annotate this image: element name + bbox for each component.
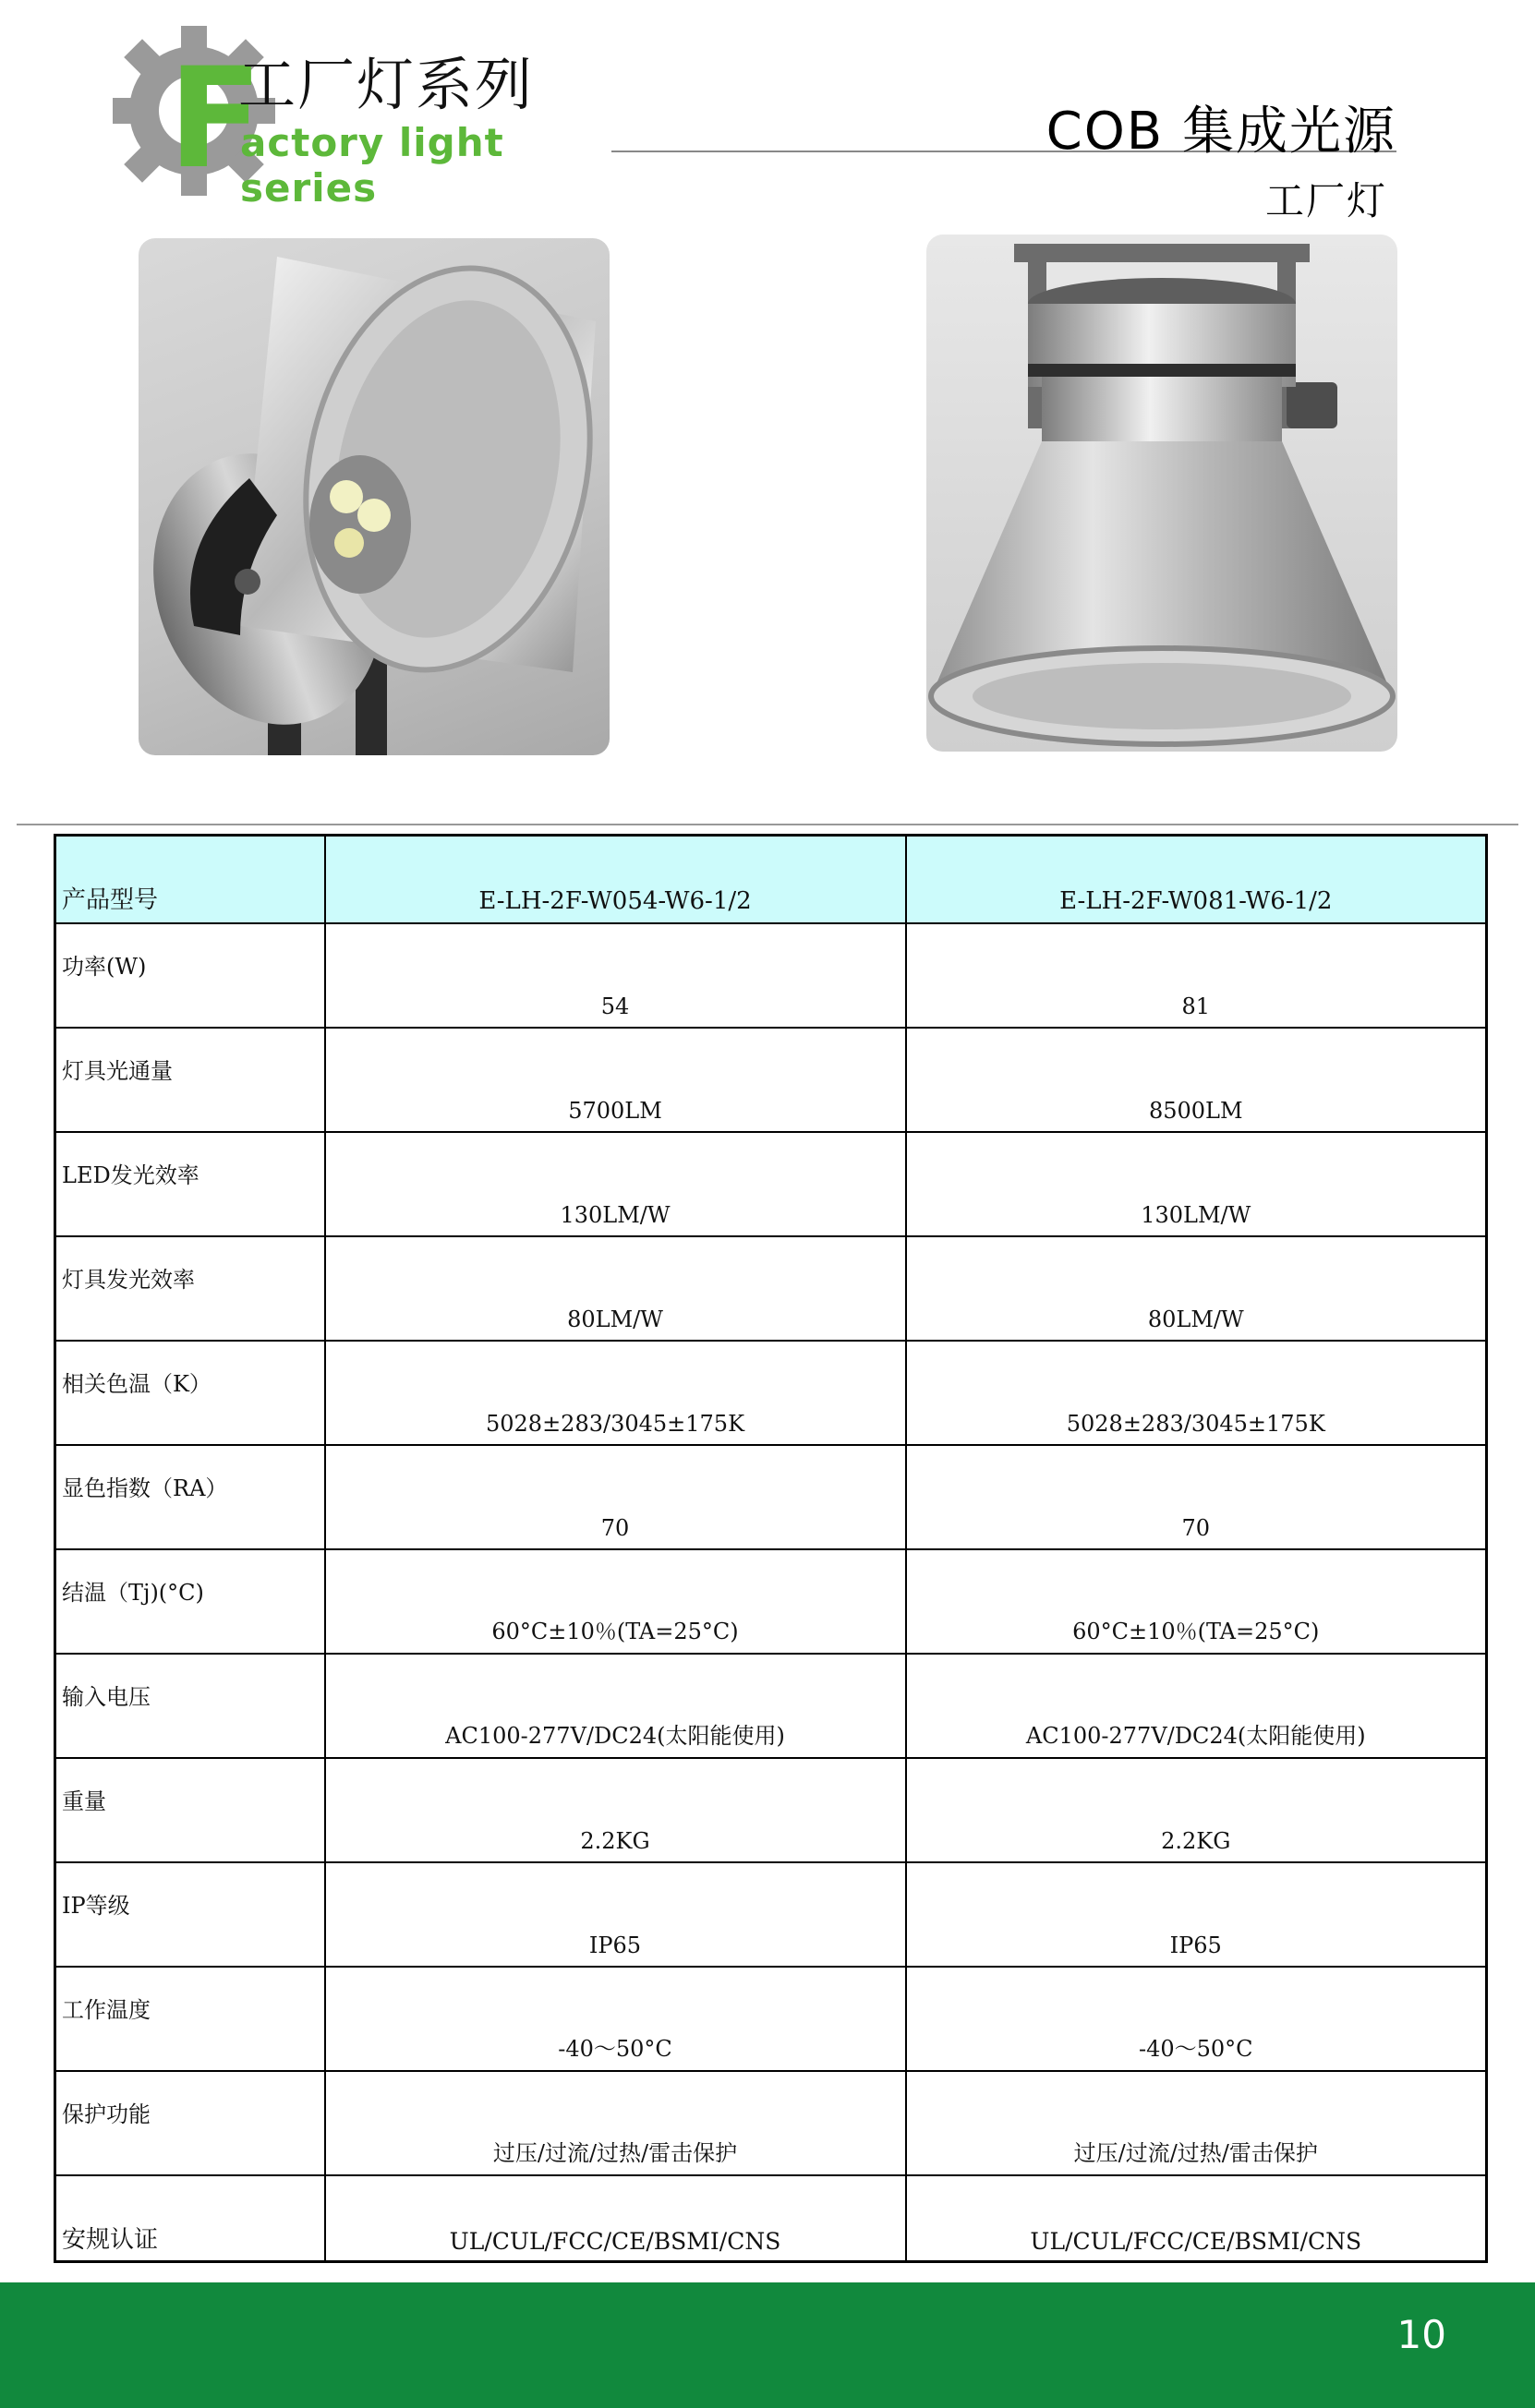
- value-cell: 5028±283/3045±175K: [325, 1341, 906, 1445]
- logo-english-text: actory light series: [240, 120, 504, 211]
- brand-logo: [111, 18, 591, 211]
- model-cell: E-LH-2F-W054-W6-1/2: [325, 836, 906, 924]
- table-row: [55, 1654, 1487, 1758]
- value-cell: 5700LM: [325, 1028, 906, 1132]
- row-label: 保护功能: [55, 2071, 325, 2175]
- table-row: [55, 1236, 1487, 1341]
- value-cell: 60°C±10％(TA=25°C): [325, 1549, 906, 1654]
- row-label: 灯具光通量: [55, 1028, 325, 1132]
- product-photo-floodlight: [139, 238, 610, 755]
- row-label: LED发光效率: [55, 1132, 325, 1236]
- row-label: 输入电压: [55, 1654, 325, 1758]
- value-cell: 54: [325, 923, 906, 1028]
- value-cell: 81: [906, 923, 1487, 1028]
- row-label: 灯具发光效率: [55, 1236, 325, 1341]
- spec-table: [54, 834, 1488, 2263]
- row-label: IP等级: [55, 1862, 325, 1967]
- value-cell: IP65: [906, 1862, 1487, 1967]
- value-cell: UL/CUL/FCC/CE/BSMI/CNS: [325, 2175, 906, 2262]
- page-number: 10: [1396, 2312, 1446, 2357]
- value-cell: 过压/过流/过热/雷击保护: [325, 2071, 906, 2175]
- table-row: [55, 1549, 1487, 1654]
- value-cell: 2.2KG: [325, 1758, 906, 1862]
- value-cell: 过压/过流/过热/雷击保护: [906, 2071, 1487, 2175]
- value-cell: 130LM/W: [906, 1132, 1487, 1236]
- table-row: [55, 1758, 1487, 1862]
- table-row: [55, 1028, 1487, 1132]
- value-cell: 70: [906, 1445, 1487, 1549]
- table-row: [55, 1862, 1487, 1967]
- value-cell: 70: [325, 1445, 906, 1549]
- value-cell: 80LM/W: [325, 1236, 906, 1341]
- row-label: 产品型号: [55, 836, 325, 924]
- section-divider: [17, 824, 1518, 825]
- logo-chinese-text: 工厂灯系列: [238, 51, 535, 118]
- row-label: 安规认证: [55, 2175, 325, 2262]
- row-label: 结温（Tj)(°C): [55, 1549, 325, 1654]
- footer-bar: [0, 2282, 1535, 2408]
- model-cell: E-LH-2F-W081-W6-1/2: [906, 836, 1487, 924]
- table-row: [55, 2175, 1487, 2262]
- row-label: 相关色温（K）: [55, 1341, 325, 1445]
- value-cell: 2.2KG: [906, 1758, 1487, 1862]
- value-cell: UL/CUL/FCC/CE/BSMI/CNS: [906, 2175, 1487, 2262]
- logo-letter: F: [168, 39, 263, 199]
- table-row: [55, 1132, 1487, 1236]
- value-cell: 80LM/W: [906, 1236, 1487, 1341]
- table-row: [55, 923, 1487, 1028]
- table-row: [55, 1445, 1487, 1549]
- table-row: [55, 1341, 1487, 1445]
- value-cell: IP65: [325, 1862, 906, 1967]
- value-cell: -40～50°C: [906, 1967, 1487, 2071]
- table-row: [55, 1967, 1487, 2071]
- value-cell: AC100-277V/DC24(太阳能使用): [906, 1654, 1487, 1758]
- table-row: [55, 2071, 1487, 2175]
- row-label: 功率(W): [55, 923, 325, 1028]
- table-header-row: [55, 836, 1487, 924]
- value-cell: -40～50°C: [325, 1967, 906, 2071]
- value-cell: 8500LM: [906, 1028, 1487, 1132]
- page-subtitle: 工厂灯: [1264, 178, 1387, 223]
- value-cell: 130LM/W: [325, 1132, 906, 1236]
- value-cell: 60°C±10％(TA=25°C): [906, 1549, 1487, 1654]
- product-photo-highbay: [926, 235, 1397, 752]
- page-title: COB 集成光源: [1045, 102, 1396, 162]
- value-cell: 5028±283/3045±175K: [906, 1341, 1487, 1445]
- row-label: 工作温度: [55, 1967, 325, 2071]
- value-cell: AC100-277V/DC24(太阳能使用): [325, 1654, 906, 1758]
- row-label: 显色指数（RA）: [55, 1445, 325, 1549]
- row-label: 重量: [55, 1758, 325, 1862]
